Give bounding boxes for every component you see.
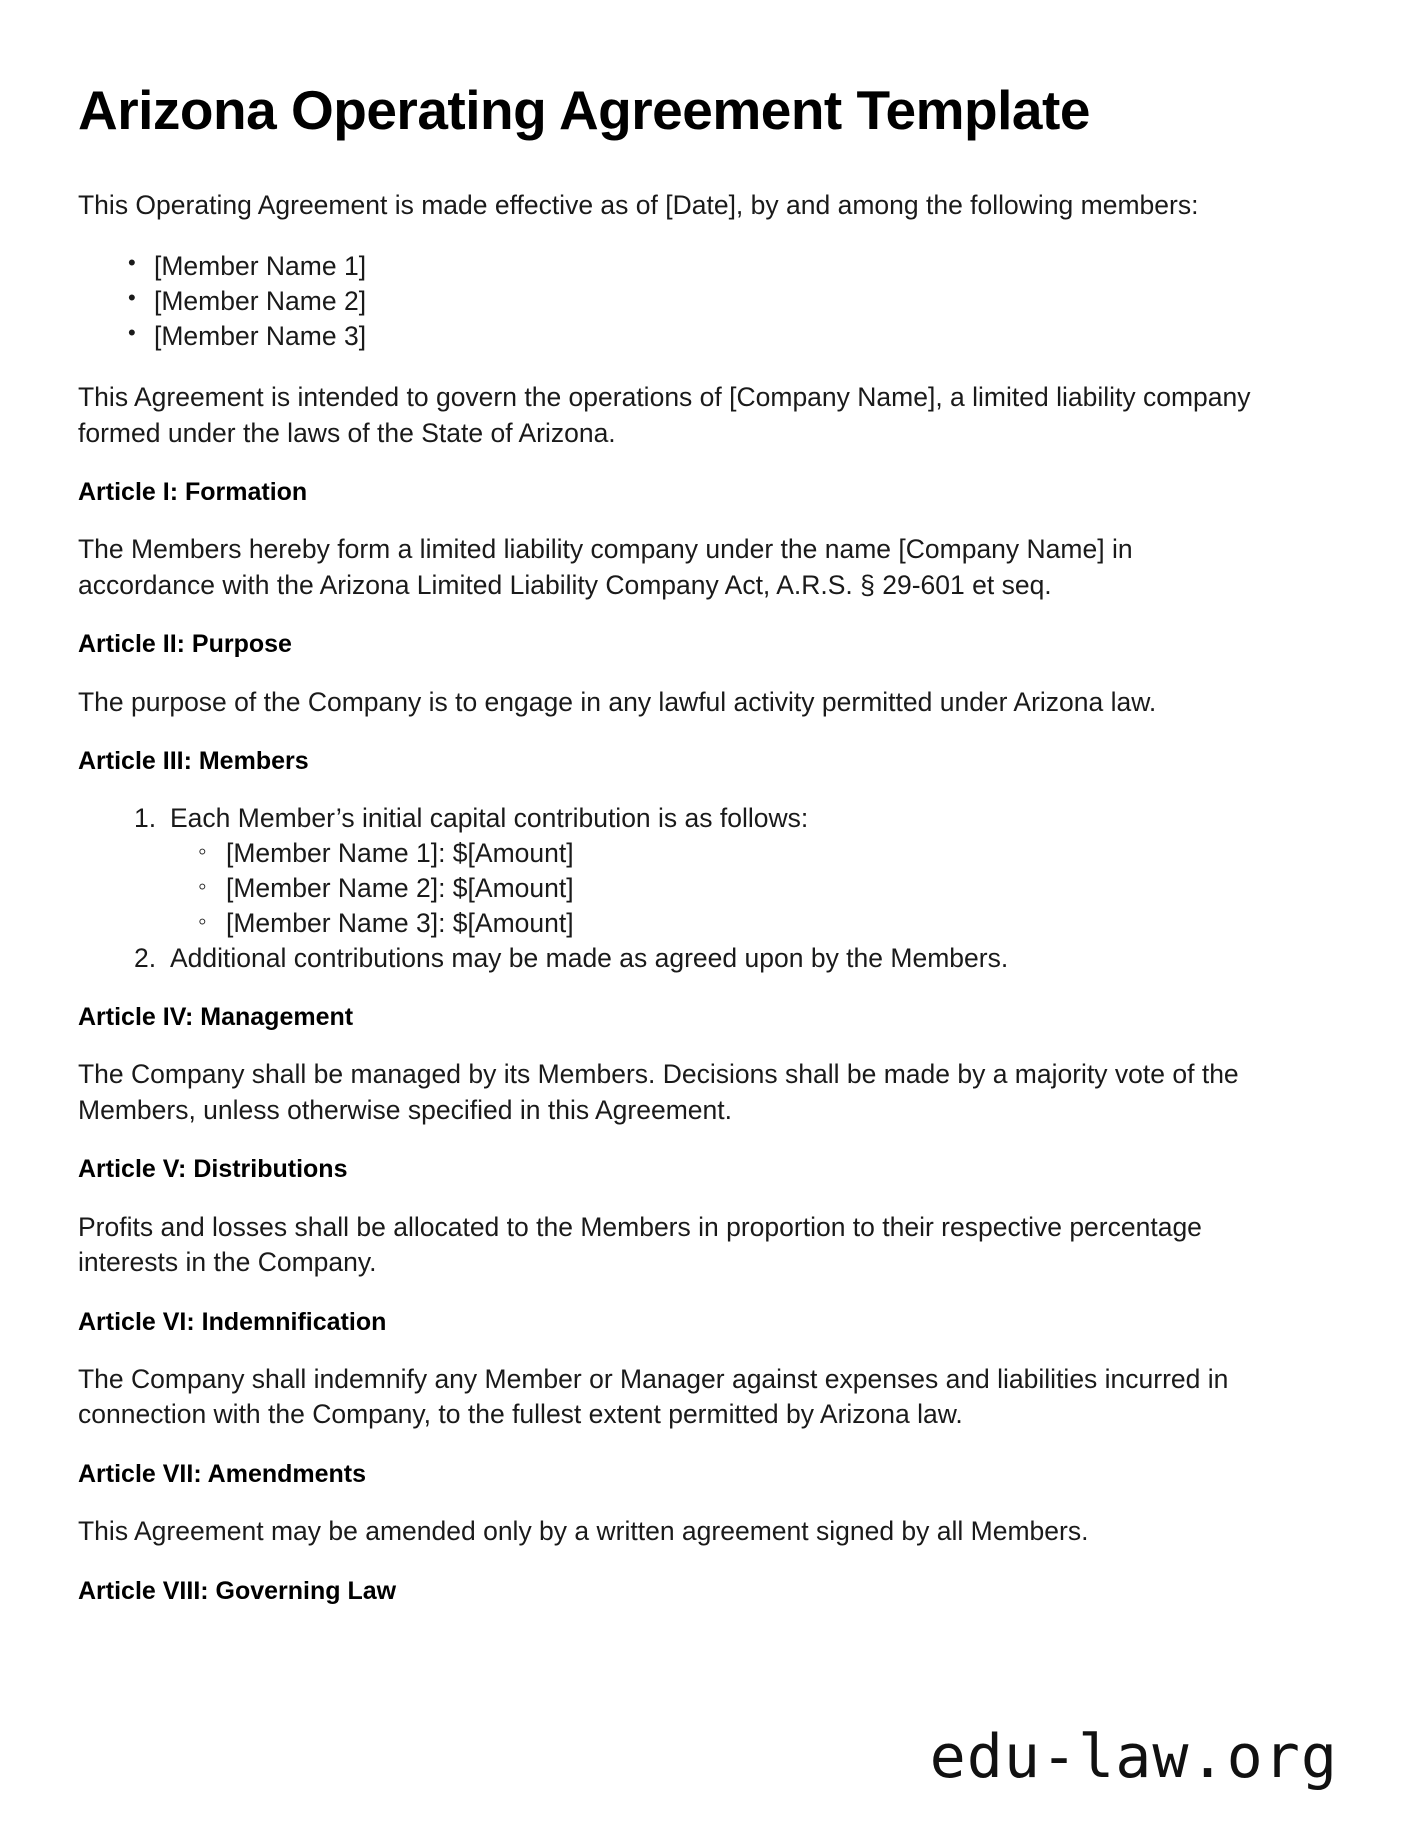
- list-item: • [Member Name 2]: [154, 284, 1338, 319]
- list-item: [170, 941, 1338, 976]
- list-item-label: Each Member’s initial capital contribution is as follows:: [170, 803, 809, 834]
- article-5-heading: Article V: Distributions: [78, 1155, 348, 1184]
- article-4-body: The Company shall be managed by its Members. Decisions shall be made by a majority vote of the Members, unless otherwise specified in this Agreement.: [78, 1059, 1239, 1125]
- article-2-heading: Article II: Purpose: [78, 630, 292, 659]
- list-item: ◦ [Member Name 3]: $[Amount]: [226, 906, 1338, 941]
- list-item: ◦ [Member Name 1]: $[Amount]: [226, 836, 1338, 871]
- article-8-heading: Article VIII: Governing Law: [78, 1576, 397, 1605]
- intro-paragraph: This Operating Agreement is made effective as of [Date], by and among the following members:: [78, 189, 1199, 220]
- list-item: • [Member Name 3]: [154, 319, 1338, 354]
- site-watermark: edu-law.org: [929, 1722, 1338, 1792]
- list-item: [170, 801, 1338, 941]
- capital-contribution-list: [78, 801, 1338, 976]
- article-6-heading: Article VI: Indemnification: [78, 1307, 387, 1336]
- article-1-body: The Members hereby form a limited liability company under the name [Company Name] in accordance with the Arizona Limited Liability Company Act, A.R.S. § 29-601 et seq.: [78, 534, 1133, 600]
- article-7-heading: Article VII: Amendments: [78, 1459, 367, 1488]
- article-3-heading: Article III: Members: [78, 747, 309, 775]
- list-item-label: Additional contributions may be made as agreed upon by the Members.: [170, 943, 1009, 974]
- article-1-heading: Article I: Formation: [78, 478, 308, 506]
- governing-paragraph: This Agreement is intended to govern the operations of [Company Name], a limited liability company formed under the laws of the State of Arizona.: [78, 382, 1251, 448]
- contribution-sub-list: [170, 836, 1338, 941]
- article-7-body: This Agreement may be amended only by a written agreement signed by all Members.: [78, 1516, 1089, 1547]
- list-item: • [Member Name 1]: [154, 249, 1338, 284]
- article-4-heading: Article IV: Management: [78, 1003, 354, 1032]
- article-2-body: The purpose of the Company is to engage in any lawful activity permitted under Arizona law.: [78, 686, 1157, 717]
- member-list: [78, 249, 1338, 354]
- page-title: Arizona Operating Agreement Template: [78, 79, 1090, 141]
- article-6-body: The Company shall indemnify any Member or Manager against expenses and liabilities incurred in connection with the Company, to the fullest extent permitted by Arizona law.: [78, 1363, 1229, 1430]
- article-5-body: Profits and losses shall be allocated to the Members in proportion to their respective percentage interests in the Company.: [78, 1211, 1202, 1278]
- list-item: ◦ [Member Name 2]: $[Amount]: [226, 871, 1338, 906]
